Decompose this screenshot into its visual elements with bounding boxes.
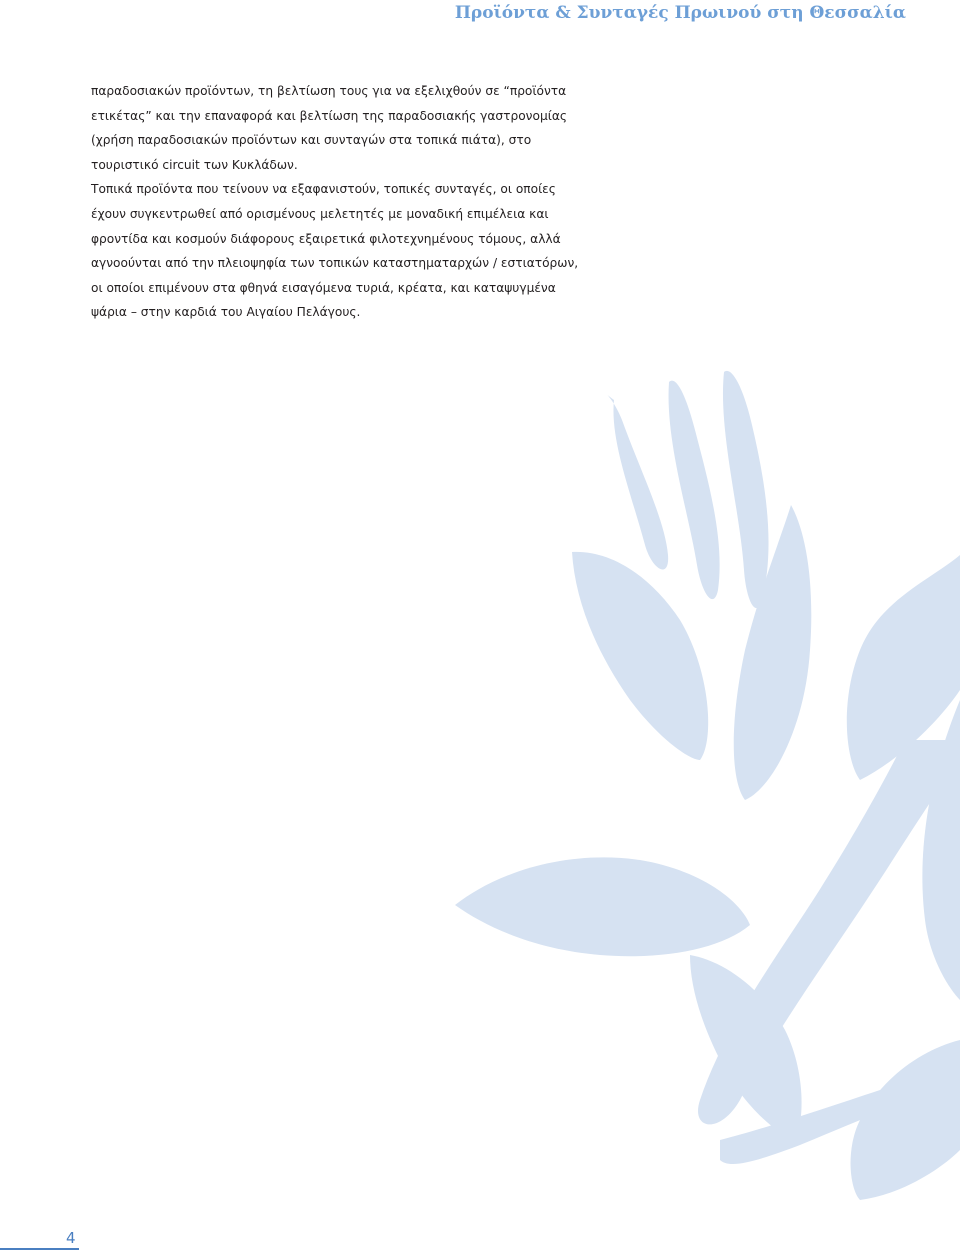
leaf-right-mid — [922, 700, 960, 1000]
text-line: παραδοσιακών προϊόντων, τη βελτίωση τους για να εξελιχθούν σε “προϊόντα — [91, 84, 567, 98]
stem-main — [698, 740, 960, 1124]
leaf-tine-1 — [608, 395, 669, 569]
paragraph-1 — [91, 79, 651, 177]
text-line: (χρήση παραδοσιακών προϊόντων και συνταγών στα τοπικά πιάτα), στο — [91, 133, 532, 148]
leaf-lower-left — [455, 857, 750, 956]
text-line: ψάρια – στην καρδιά του Αιγαίου Πελάγους. — [91, 305, 361, 320]
paragraph-2 — [91, 177, 651, 325]
page-number-rule — [0, 1248, 79, 1250]
leaf-right-upper — [847, 555, 960, 780]
text-line: Τοπικά προϊόντα που τείνουν να εξαφανιστούν, τοπικές συνταγές, οι οποίες — [91, 182, 556, 197]
leaf-tine-2 — [669, 381, 720, 599]
leaf-center — [734, 505, 812, 800]
page-number: 4 — [66, 1229, 76, 1247]
running-header: Προϊόντα & Συνταγές Πρωινού στη Θεσσαλία — [454, 3, 906, 23]
text-line: οι οποίοι επιμένουν στα φθηνά εισαγόμενα τυριά, κρέατα, και καταψυγμένα — [91, 280, 556, 295]
text-line: αγνοούνται από την πλειοψηφία των τοπικών καταστηματαρχών / εστιατόρων, — [91, 256, 579, 271]
stem-lower — [720, 1064, 960, 1164]
text-line: ετικέτας” και την επαναφορά και βελτίωση της παραδοσιακής γαστρονομίας — [91, 108, 568, 123]
leaf-left-low — [572, 552, 708, 760]
text-line: τουριστικό circuit των Κυκλάδων. — [91, 157, 298, 172]
leaf-tine-3 — [723, 371, 769, 608]
text-line: έχουν συγκεντρωθεί από ορισμένους μελετητές με μοναδική επιμέλεια και — [91, 206, 549, 221]
body-text — [91, 79, 651, 325]
leaf-lower-right — [851, 1040, 960, 1200]
text-line: φροντίδα και κοσμούν διάφορους εξαιρετικά φιλοτεχνημένους τόμους, αλλά — [91, 231, 561, 246]
leaf-lower-center — [690, 955, 802, 1140]
